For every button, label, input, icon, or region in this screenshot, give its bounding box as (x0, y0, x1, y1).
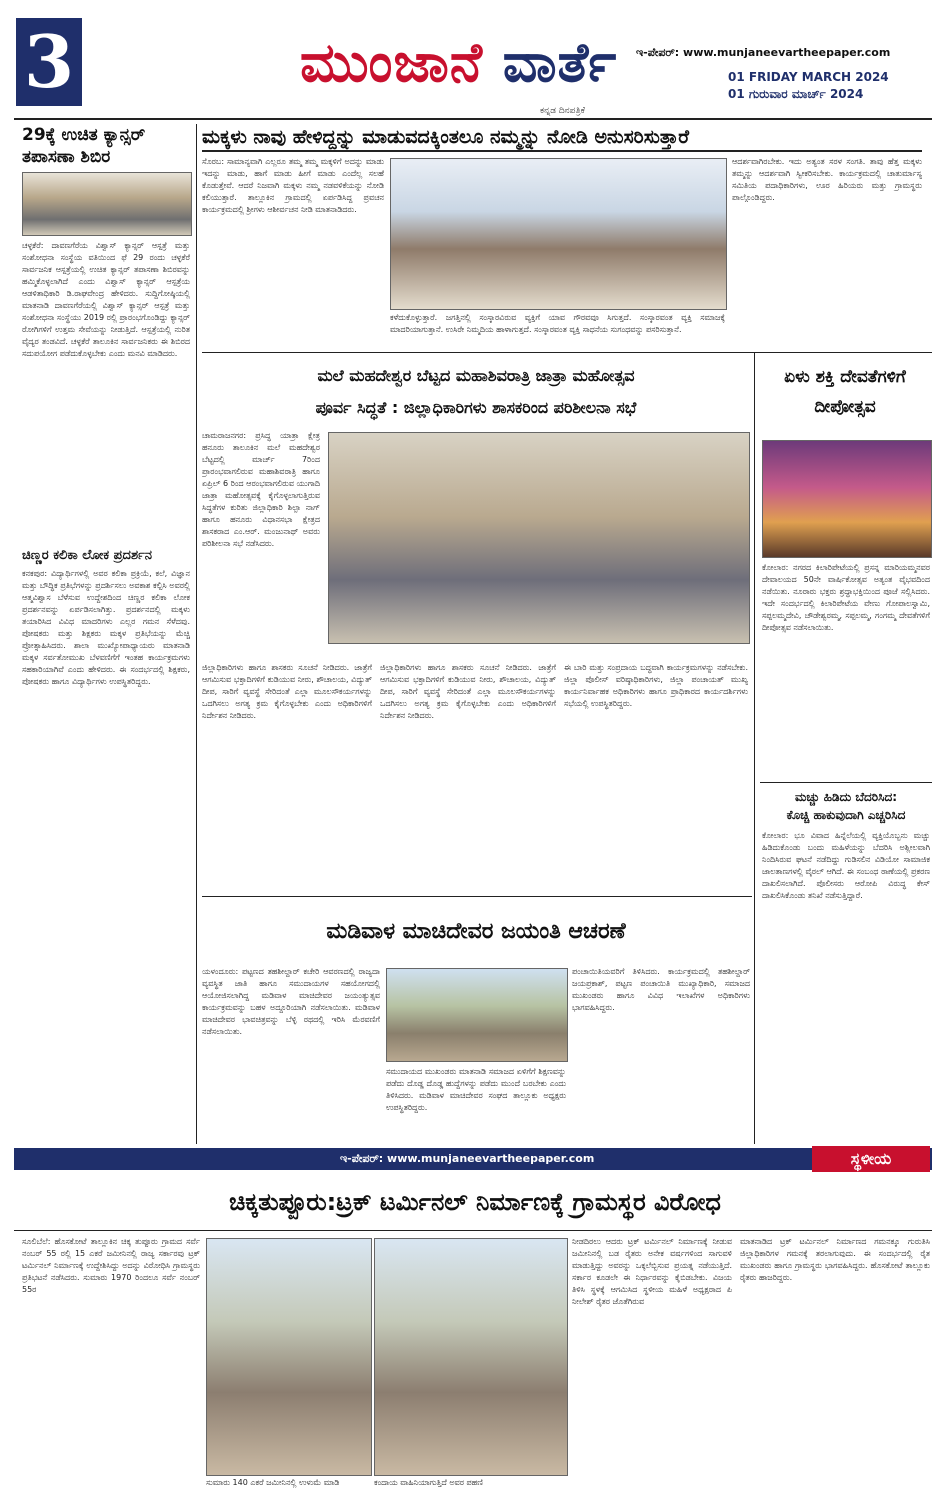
header-rule (14, 118, 932, 120)
column-divider-left (196, 124, 197, 1144)
masthead-part1: ಮುಂಜಾನೆ (300, 30, 483, 94)
stage-event-photo (390, 158, 727, 310)
mid-body-col3: ಜಿಲ್ಲಾಧಿಕಾರಿಗಳು ಹಾಗೂ ಶಾಸಕರು ಸೂಚನೆ ನೀಡಿದರು. ಜಾತ್ರೆಗೆ ಆಗಮಿಸುವ ಭಕ್ತಾದಿಗಳಿಗೆ ಕುಡಿಯುವ ನೀರು, ಶೌಚಾಲಯ, ವಿದ್ಯುತ್ ದೀಪ, ಸಾರಿಗೆ ವ್ಯವಸ್ಥೆ ಸೇರಿದಂತೆ ಎಲ್ಲಾ ಮೂಲಸೌಕರ್ಯಗಳನ್ನು ಒದಗಿಸಲು ಅಗತ್ಯ ಕ್ರಮ ಕೈಗೊಳ್ಳಬೇಕು ಎಂದು ಅಧಿಕಾರಿಗಳಿಗೆ ನಿರ್ದೇಶನ ನೀಡಿದರು. (380, 663, 556, 720)
section-tag: ಸ್ಥಳೀಯ (812, 1146, 930, 1172)
column-divider-right (754, 352, 755, 1144)
left-headline: 29ಕ್ಕೆ ಉಚಿತ ಕ್ಯಾನ್ಸರ್ ತಪಾಸಣಾ ಶಿಬಿರ (22, 125, 146, 167)
mid-headline-line1: ಮಲೆ ಮಹದೇಶ್ವರ ಬೆಟ್ಟದ ಮಹಾಶಿವರಾತ್ರಿ ಜಾತ್ರಾ ಮಹೋತ್ಸವ (317, 366, 635, 385)
right-top-body: ಕೋಲಾರ: ನಗರದ ಕಿಲಾರಿಪೇಟೆಯಲ್ಲಿ ಪ್ರಸನ್ನ ಮಾರಿಯಮ್ಮನವರ ದೇವಾಲಯದ 50ನೇ ವಾರ್ಷಿಕೋತ್ಸವ ಅತ್ಯಂತ ವೈಭವದಿಂದ ನಡೆಯಿತು. ನೂರಾರು ಭಕ್ತರು ಶ್ರದ್ಧಾಭಕ್ತಿಯಿಂದ ಪೂಜೆ ಸಲ್ಲಿಸಿದರು. ಇದೇ ಸಂದರ್ಭದಲ್ಲಿ ಕಿಲಾರಿಪೇಟೆಯ ವೇಣು ಗೋಪಾಲಸ್ವಾಮಿ, ಸಪ್ಪಲಮ್ಮದೇವಿ, ಚೌಡೇಶ್ವರಮ್ಮ, ಸಪ್ಪಲಮ್ಮ, ಗಂಗಮ್ಮ ದೇವತೆಗಳಿಗೆ ದೀಪೋತ್ಸವ ನಡೆಸಲಾಯಿತು. (762, 563, 930, 632)
top-body-right: ಆದರ್ಶವಾಗಿರಬೇಕು. ಇದು ಅತ್ಯಂತ ಸರಳ ಸಂಗತಿ. ತಾವು ಹೆತ್ತ ಮಕ್ಕಳು ತಮ್ಮನ್ನು ಆದರ್ಶವಾಗಿ ಸ್ವೀಕರಿಸಬೇಕು. ಕಾರ್ಯಕ್ರಮದಲ್ಲಿ ಚಾತುರ್ಮಾಸ್ಯ ಸಮಿತಿಯ ಪದಾಧಿಕಾರಿಗಳು, ಊರ ಹಿರಿಯರು ಮತ್ತು ಗ್ರಾಮಸ್ಥರು ಪಾಲ್ಗೊಂಡಿದ್ದರು. (732, 157, 922, 202)
protest-photo-2 (374, 1238, 568, 1476)
epaper-link[interactable]: ಇ-ಪೇಪರ್: www.munjaneevartheepaper.com (636, 46, 891, 59)
protest-photo-1 (206, 1238, 372, 1476)
page-number: 3 (16, 18, 82, 106)
mid-lower-body-left: ಯಳಂದೂರು: ಪಟ್ಟಣದ ತಹಶೀಲ್ದಾರ್ ಕಚೇರಿ ಆವರಣದಲ್ಲಿ ರಾಜ್ಯದಾ ವ್ಯವಸ್ಥಿತ ಜಾತಿ ಹಾಗೂ ಸಮುದಾಯಗಳ ಸಹಯೋಗದಲ್ಲಿ ಆಯೋಜಿಸಲಾಗಿದ್ದ ಮಡಿವಾಳ ಮಾಚಿದೇವರ ಜಯಂತ್ಯುತ್ಸವ ಕಾರ್ಯಕ್ರಮವನ್ನು ಬಹಳ ಅದ್ದೂರಿಯಾಗಿ ನಡೆಸಲಾಯಿತು. ಮಡಿವಾಳ ಮಾಚಿದೇವರ ಭಾವಚಿತ್ರವನ್ನು ಬೆಳ್ಳಿ ರಥದಲ್ಲಿ ಇರಿಸಿ ಮೆರವಣಿಗೆ ನಡೆಸಲಾಯಿತು. (202, 967, 380, 1036)
mid-headline-line2: ಪೂರ್ವ ಸಿದ್ಧತೆ : ಜಿಲ್ಲಾಧಿಕಾರಿಗಳು ಶಾಸಕರಿಂದ ಪರಿಶೀಲನಾ ಸಭೆ (315, 398, 637, 417)
caption-2: ಕಂದಾಯ ವಾಹಿನಿಯಾಗುತ್ತಿದೆ ಅವರ ಪಹಣಿ (374, 1478, 483, 1487)
date-kannada: 01 ಗುರುವಾರ ಮಾರ್ಚ್ 2024 (728, 87, 864, 101)
mid-lower-body-mid: ಸಮುದಾಯದ ಮುಖಂಡರು ಮಾತನಾಡಿ ಸಮಾಜದ ಏಳಿಗೆಗೆ ಶಿಕ್ಷಣವನ್ನು ಪಡೆದು ದೊಡ್ಡ ದೊಡ್ಡ ಹುದ್ದೆಗಳನ್ನು ಪಡೆದು ಮುಂದೆ ಬರಬೇಕು ಎಂದು ತಿಳಿಸಿದರು. ಮಡಿವಾಳ ಮಾಚಿದೇವರ ಸಂಘದ ತಾಲ್ಲೂಕು ಅಧ್ಯಕ್ಷರು ಉಪಸ್ಥಿತರಿದ್ದರು. (386, 1067, 566, 1112)
right-bottom-body: ಕೋಲಾರ: ಭೂ ವಿವಾದ ಹಿನ್ನೆಲೆಯಲ್ಲಿ ವ್ಯಕ್ತಿಯೊಬ್ಬನು ಮಚ್ಚು ಹಿಡಿದುಕೊಂಡು ಬಂದು ಮಹಿಳೆಯನ್ನು ಬೆದರಿಸಿ ಅಶ್ಲೀಲವಾಗಿ ನಿಂದಿಸಿರುವ ಘಟನೆ ನಡೆದಿದ್ದು ಗುಡಿಸಲಿನ ವಿಡಿಯೋ ಸಾಮಾಜಿಕ ಜಾಲತಾಣಗಳಲ್ಲಿ ವೈರಲ್ ಆಗಿದೆ. ಈ ಸಂಬಂಧ ಠಾಣೆಯಲ್ಲಿ ಪ್ರಕರಣ ದಾಖಲಿಸಲಾಗಿದೆ. ಪೊಲೀಸರು ಆರೋಪಿ ವಿರುದ್ಧ ಕೇಸ್ ದಾಖಲಿಸಿಕೊಂಡು ತನಿಖೆ ನಡೆಸುತ್ತಿದ್ದಾರೆ. (762, 831, 930, 900)
band-epaper-link[interactable]: ಇ-ಪೇಪರ್: www.munjaneevartheepaper.com (340, 1152, 595, 1165)
right-bottom-headline-2: ಕೊಚ್ಚಿ ಹಾಕುವುದಾಗಿ ಎಚ್ಚರಿಸಿದ (786, 808, 906, 822)
bottom-body-left: ಸೂಲಿಬೆಲೆ: ಹೊಸಕೋಟೆ ತಾಲ್ಲೂಕಿನ ಚಿಕ್ಕ ತುಪ್ಪೂರು ಗ್ರಾಮದ ಸರ್ವೆ ನಂಬರ್ 55 ರಲ್ಲಿ 15 ಎಕರೆ ಜಮೀನಿನಲ್ಲಿ ರಾಜ್ಯ ಸರ್ಕಾರವು ಟ್ರಕ್ ಟರ್ಮಿನಲ್ ನಿರ್ಮಾಣಕ್ಕೆ ಉದ್ದೇಶಿಸಿದ್ದು ಅದನ್ನು ವಿರೋಧಿಸಿ ಗ್ರಾಮಸ್ಥರು ಪ್ರತಿಭಟನೆ ನಡೆಸಿದರು. ಸುಮಾರು 1970 ರಿಂದಲೂ ಸರ್ವೆ ನಂಬರ್ 55ರ (22, 1237, 200, 1294)
left-subheadline: ಚಿಣ್ಣರ ಕಲಿಕಾ ಲೋಕ ಪ್ರದರ್ಶನ (22, 548, 153, 563)
bottom-rule (14, 1230, 932, 1231)
temple-festival-photo (762, 440, 932, 558)
right-top-headline: ಏಳು ಶಕ್ತಿ ದೇವತೆಗಳಿಗೆ ದೀಪೋತ್ಸವ (784, 367, 906, 417)
bottom-body-col2: ನೀಡದಿರಲು ಆದರು ಟ್ರಕ್ ಟರ್ಮಿನಲ್ ನಿರ್ಮಾಣಕ್ಕೆ ನೀಡುವ ಜಮೀನಿನಲ್ಲಿ ಬಡ ರೈತರು ಅನೇಕ ವರ್ಷಗಳಿಂದ ಸಾಗುವಳಿ ಮಾಡುತ್ತಿದ್ದು ಅವರನ್ನು ಒಕ್ಕಲೆಬ್ಬಿಸುವ ಪ್ರಯತ್ನ ನಡೆಯುತ್ತಿದೆ. ಸರ್ಕಾರ ಕೂಡಲೇ ಈ ನಿರ್ಧಾರವನ್ನು ಕೈಬಿಡಬೇಕು. ವಿಜಯ ತಿಳಿಸಿ ಸ್ಥಳಕ್ಕೆ ಆಗಮಿಸಿದ ಸ್ಥಳೀಯ ಮಹಿಳೆ ಅಧ್ಯಕ್ಷರಾದ ಪಿ ನೀಲೇಶ್ ರೈತರ ಜೊತೆಗಿರುವ (572, 1237, 732, 1306)
cancer-camp-photo (22, 172, 192, 236)
date-english: 01 FRIDAY MARCH 2024 (728, 70, 889, 84)
left-body-1: ಚಳ್ಳಕೆರೆ: ದಾವಣಗೆರೆಯ ವಿಶ್ವಾಸ್ ಕ್ಯಾನ್ಸರ್ ಆಸ್ಪತ್ರೆ ಮತ್ತು ಸಂಶೋಧನಾ ಸಂಸ್ಥೆಯ ವತಿಯಿಂದ ಫೆ 29 ರಂದು ಚಳ್ಳಕೆರೆ ಸಾರ್ವಜನಿಕ ಆಸ್ಪತ್ರೆಯಲ್ಲಿ ಉಚಿತ ಕ್ಯಾನ್ಸರ್ ತಪಾಸಣಾ ಶಿಬಿರವನ್ನು ಹಮ್ಮಿಕೊಳ್ಳಲಾಗಿದೆ ಎಂದು ವಿಶ್ವಾಸ್ ಕ್ಯಾನ್ಸರ್ ಆಸ್ಪತ್ರೆಯ ಆಡಳಿತಾಧಿಕಾರಿ ಡಿ.ರಾಘವೇಂದ್ರ ಹೇಳಿದರು. ಸುದ್ದಿಗೋಷ್ಠಿಯಲ್ಲಿ ಮಾತನಾಡಿ ದಾವಣಗೆರೆಯಲ್ಲಿ ವಿಶ್ವಾಸ್ ಕ್ಯಾನ್ಸರ್ ಆಸ್ಪತ್ರೆ ಮತ್ತು ಸಂಶೋಧನಾ ಸಂಸ್ಥೆಯು 2019 ರಲ್ಲಿ ಪ್ರಾರಂಭಗೊಂಡಿದ್ದು ಕ್ಯಾನ್ಸರ್ ರೋಗಿಗಳಿಗೆ ಉತ್ತಮ ಸೇವೆಯನ್ನು ನೀಡುತ್ತಿದೆ. ಆಸ್ಪತ್ರೆಯಲ್ಲಿ ನುರಿತ ವೈದ್ಯರ ತಂಡವಿದೆ. ಚಳ್ಳಕೆರೆ ತಾಲೂಕಿನ ಸಾರ್ವಜನಿಕರು ಈ ಶಿಬಿರದ ಸದುಪಯೋಗ ಪಡೆದುಕೊಳ್ಳಬೇಕು ಎಂದು ಮನವಿ ಮಾಡಿದರು. (22, 241, 190, 358)
bottom-body-col3: ಮಾತನಾಡಿದ ಟ್ರಕ್ ಟರ್ಮಿನಲ್ ನಿರ್ಮಾಣದ ಗಮನಕ್ಕೂ ಗುರುತಿಸಿ ಜಿಲ್ಲಾಧಿಕಾರಿಗಳ ಗಮನಕ್ಕೆ ತರಲಾಗುವುದು. ಈ ಸಂದರ್ಭದಲ್ಲಿ ರೈತ ಮುಖಂಡರು ಹಾಗೂ ಗ್ರಾಮಸ್ಥರು ಭಾಗವಹಿಸಿದ್ದರು. ಹೊಸಕೋಟೆ ತಾಲ್ಲೂಕು ರೈತರು ಹಾಜರಿದ್ದರು. (740, 1237, 930, 1282)
mid-lower-body-right: ಪಂಚಾಯಿತಿಯವರಿಗೆ ತಿಳಿಸಿದರು. ಕಾರ್ಯಕ್ರಮದಲ್ಲಿ ತಹಶೀಲ್ದಾರ್ ಜಯಪ್ರಕಾಶ್, ಪಟ್ಟಣ ಪಂಚಾಯಿತಿ ಮುಖ್ಯಾಧಿಕಾರಿ, ಸಮಾಜದ ಮುಖಂಡರು ಹಾಗೂ ವಿವಿಧ ಇಲಾಖೆಗಳ ಅಧಿಕಾರಿಗಳು ಭಾಗವಹಿಸಿದ್ದರು. (572, 967, 750, 1012)
mid-body-col4: ಈ ಬಾರಿ ಮತ್ತು ಸಂಪ್ರದಾಯ ಬದ್ಧವಾಗಿ ಕಾರ್ಯಕ್ರಮಗಳನ್ನು ನಡೆಸಬೇಕು. ಜಿಲ್ಲಾ ಪೊಲೀಸ್ ವರಿಷ್ಠಾಧಿಕಾರಿಗಳು, ಜಿಲ್ಲಾ ಪಂಚಾಯತ್ ಮುಖ್ಯ ಕಾರ್ಯನಿರ್ವಾಹಕ ಅಧಿಕಾರಿಗಳು ಹಾಗೂ ಪ್ರಾಧಿಕಾರದ ಕಾರ್ಯದರ್ಶಿಗಳು ಸಭೆಯಲ್ಲಿ ಉಪಸ್ಥಿತರಿದ್ದರು. (564, 663, 748, 708)
right-rule (760, 782, 932, 783)
caption-1: ಸುಮಾರು 140 ಎಕರೆ ಜಮೀನಿನಲ್ಲಿ ಉಳುಮೆ ಮಾಡಿ (206, 1478, 340, 1487)
tagline: ಕನ್ನಡ ದಿನಪತ್ರಿಕೆ (540, 106, 586, 116)
left-body-2: ಕನಕಪುರ: ವಿದ್ಯಾರ್ಥಿಗಳಲ್ಲಿ ಅವರ ಕಲಿಕಾ ಪ್ರಕ್ರಿಯೆ, ಕಲೆ, ವಿಜ್ಞಾನ ಮತ್ತು ಬೌದ್ಧಿಕ ಪ್ರತಿಭೆಗಳನ್ನು ಪ್ರದರ್ಶಿಸಲು ಅವಕಾಶ ಕಲ್ಪಿಸಿ ಅವರಲ್ಲಿ ಆತ್ಮವಿಶ್ವಾಸ ಬೆಳೆಸುವ ಉದ್ದೇಶದಿಂದ ಚಿಣ್ಣರ ಕಲಿಕಾ ಲೋಕ ಪ್ರದರ್ಶನವನ್ನು ಏರ್ಪಡಿಸಲಾಗಿತ್ತು. ಪ್ರದರ್ಶನದಲ್ಲಿ ಮಕ್ಕಳು ತಯಾರಿಸಿದ ವಿವಿಧ ಮಾದರಿಗಳು ಎಲ್ಲರ ಗಮನ ಸೆಳೆದವು. ಪೋಷಕರು ಮತ್ತು ಶಿಕ್ಷಕರು ಮಕ್ಕಳ ಪ್ರತಿಭೆಯನ್ನು ಮೆಚ್ಚಿ ಪ್ರೋತ್ಸಾಹಿಸಿದರು. ಶಾಲಾ ಮುಖ್ಯೋಪಾಧ್ಯಾಯರು ಮಾತನಾಡಿ ಮಕ್ಕಳ ಸರ್ವತೋಮುಖ ಬೆಳವಣಿಗೆಗೆ ಇಂತಹ ಕಾರ್ಯಕ್ರಮಗಳು ಸಹಕಾರಿಯಾಗಿವೆ ಎಂದು ಹೇಳಿದರು. ಈ ಸಂದರ್ಭದಲ್ಲಿ ಶಿಕ್ಷಕರು, ಪೋಷಕರು ಹಾಗೂ ವಿದ್ಯಾರ್ಥಿಗಳು ಉಪಸ್ಥಿತರಿದ್ದರು. (22, 569, 190, 686)
top-body-left: ಸೊರಬ: ಸಾಮಾನ್ಯವಾಗಿ ಎಲ್ಲರೂ ತಮ್ಮ ತಮ್ಮ ಮಕ್ಕಳಿಗೆ ಅದನ್ನು ಮಾಡು ಇದನ್ನು ಮಾಡು, ಹಾಗೆ ಮಾಡು ಹೀಗೆ ಮಾಡು ಎಂದೆಲ್ಲ ಸಲಹೆ ಕೊಡುತ್ತೇವೆ. ಆದರೆ ನಿಜವಾಗಿ ಮಕ್ಕಳು ನಮ್ಮ ನಡವಳಿಕೆಯನ್ನು ನೋಡಿ ಕಲಿಯುತ್ತಾರೆ. ತಾಲ್ಲೂಕಿನ ಗ್ರಾಮದಲ್ಲಿ ಏರ್ಪಡಿಸಿದ್ದ ಪ್ರವಚನ ಕಾರ್ಯಕ್ರಮದಲ್ಲಿ ಶ್ರೀಗಳು ಆಶೀರ್ವಚನ ನೀಡಿ ಮಾತನಾಡಿದರು. (202, 157, 384, 214)
right-bottom-headline-1: ಮಚ್ಚು ಹಿಡಿದು ಬೆದರಿಸಿದ: (794, 790, 898, 804)
procession-photo (386, 968, 568, 1062)
top-story-rule (202, 352, 932, 353)
top-headline: ಮಕ್ಕಳು ನಾವು ಹೇಳಿದ್ದನ್ನು ಮಾಡುವದಕ್ಕಿಂತಲೂ ನಮ್ಮನ್ನು ನೋಡಿ ಅನುಸರಿಸುತ್ತಾರೆ (202, 124, 922, 152)
meeting-photo (328, 432, 750, 644)
mid-lower-rule (202, 896, 752, 897)
mid-body-left: ಚಾಮರಾಜನಗರ: ಪ್ರಸಿದ್ಧ ಯಾತ್ರಾ ಕ್ಷೇತ್ರ ಹನೂರು ತಾಲೂಕಿನ ಮಲೆ ಮಹದೇಶ್ವರ ಬೆಟ್ಟದಲ್ಲಿ ಮಾರ್ಚ್ 7ರಿಂದ ಪ್ರಾರಂಭವಾಗಲಿರುವ ಮಹಾಶಿವರಾತ್ರಿ ಹಾಗೂ ಏಪ್ರಿಲ್ 6 ರಿಂದ ಆರಂಭವಾಗಲಿರುವ ಯುಗಾದಿ ಜಾತ್ರಾ ಮಹೋತ್ಸವಕ್ಕೆ ಕೈಗೊಳ್ಳಲಾಗುತ್ತಿರುವ ಸಿದ್ಧತೆಗಳ ಕುರಿತು ಜಿಲ್ಲಾಧಿಕಾರಿ ಶಿಲ್ಪಾ ನಾಗ್ ಹಾಗೂ ಹನೂರು ವಿಧಾನಸಭಾ ಕ್ಷೇತ್ರದ ಶಾಸಕರಾದ ಎಂ.ಆರ್. ಮಂಜುನಾಥ್ ಅವರು ಪರಿಶೀಲನಾ ಸಭೆ ನಡೆಸಿದರು. (202, 431, 320, 548)
masthead-part2: ವಾರ್ತೆ (502, 30, 618, 94)
mid-lower-headline: ಮಡಿವಾಳ ಮಾಚಿದೇವರ ಜಯಂತಿ ಆಚರಣೆ (326, 919, 626, 944)
masthead (300, 30, 617, 95)
mid-body-col2: ಜಿಲ್ಲಾಧಿಕಾರಿಗಳು ಹಾಗೂ ಶಾಸಕರು ಸೂಚನೆ ನೀಡಿದರು. ಜಾತ್ರೆಗೆ ಆಗಮಿಸುವ ಭಕ್ತಾದಿಗಳಿಗೆ ಕುಡಿಯುವ ನೀರು, ಶೌಚಾಲಯ, ವಿದ್ಯುತ್ ದೀಪ, ಸಾರಿಗೆ ವ್ಯವಸ್ಥೆ ಸೇರಿದಂತೆ ಎಲ್ಲಾ ಮೂಲಸೌಕರ್ಯಗಳನ್ನು ಒದಗಿಸಲು ಅಗತ್ಯ ಕ್ರಮ ಕೈಗೊಳ್ಳಬೇಕು ಎಂದು ಅಧಿಕಾರಿಗಳಿಗೆ ನಿರ್ದೇಶನ ನೀಡಿದರು. (202, 663, 372, 720)
top-body-mid: ಕಳೆದುಕೊಳ್ಳುತ್ತಾರೆ. ಜಗತ್ತಿನಲ್ಲಿ ಸಂಸ್ಕಾರವಿರುವ ವ್ಯಕ್ತಿಗೆ ಯಾವ ಗೌರವವೂ ಸಿಗುತ್ತದೆ. ಸಂಸ್ಕಾರವಂತ ವ್ಯಕ್ತಿ ಸಮಾಜಕ್ಕೆ ಮಾದರಿಯಾಗುತ್ತಾನೆ. ಉಸಿರೇ ನಿಮ್ಮದಿಯ ಹಾಳಾಗುತ್ತದೆ. ಸಂಸ್ಕಾರವಂತ ವ್ಯಕ್ತಿ ಸಾಧನೆಯ ಸುಗಂಧವನ್ನು ಪಸರಿಸುತ್ತಾನೆ. (390, 313, 725, 334)
bottom-headline: ಚಿಕ್ಕತುಪ್ಪೂರು:ಟ್ರಕ್ ಟರ್ಮಿನಲ್ ನಿರ್ಮಾಣಕ್ಕೆ ಗ್ರಾಮಸ್ಥರ ವಿರೋಧ (229, 1188, 721, 1216)
